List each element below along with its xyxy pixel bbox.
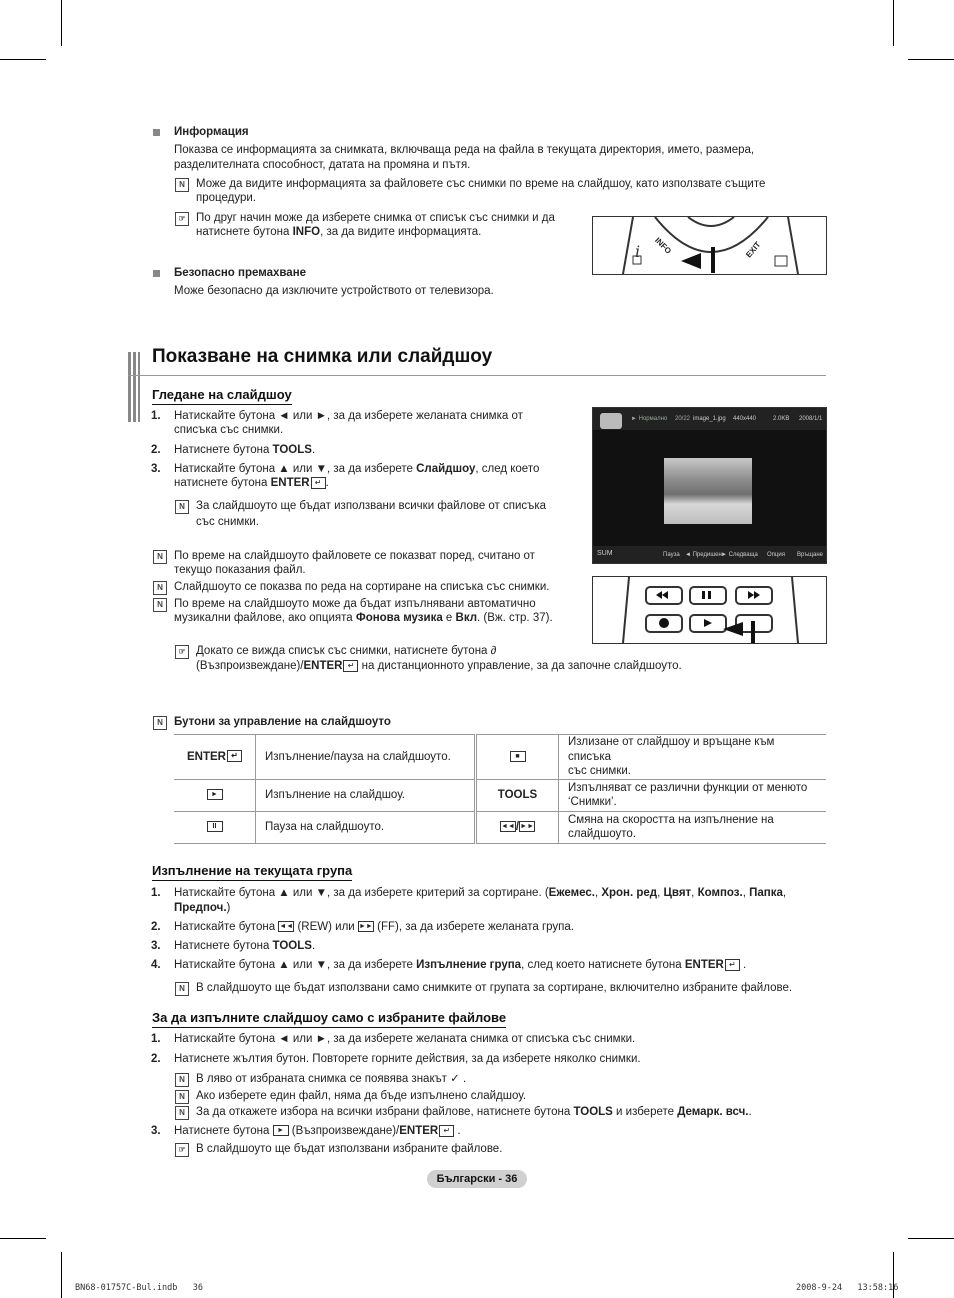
tv-btn-option: Опция xyxy=(767,552,785,558)
step-number: 3. xyxy=(151,463,161,475)
step-number: 2. xyxy=(151,444,161,456)
note-icon: N xyxy=(175,982,189,996)
note-icon: N xyxy=(153,598,167,612)
svg-text:i: i xyxy=(635,242,641,261)
note-icon: N xyxy=(175,1073,189,1087)
step-text: Предпоч.) xyxy=(174,902,231,914)
table-row xyxy=(174,735,826,780)
enter-icon: ↵ xyxy=(343,660,358,672)
safe-desc: Може безопасно да изключите устройството от телевизора. xyxy=(174,285,494,297)
tv-photo xyxy=(664,458,752,524)
section-bar xyxy=(133,352,136,422)
note-text: (Възпроизвеждане)/ENTER ↵ на дистанционното управление, за да започне слайдшоуто. xyxy=(196,660,682,672)
safe-title: Безопасно премахване xyxy=(174,267,307,279)
section-title: Показване на снимка или слайдшоу xyxy=(152,346,493,367)
key-cell: TOOLS xyxy=(476,779,559,811)
desc-cell: Изпълнение/пауза на слайдшоуто. xyxy=(256,735,476,780)
tv-size: 2.0KB xyxy=(773,416,790,422)
step-text: Натискайте бутона ◄ или ►, за да изберете желаната снимка от списъка със снимки. xyxy=(174,1033,636,1045)
key-cell xyxy=(174,779,256,811)
key-cell xyxy=(174,811,256,843)
note-text: За слайдшоуто ще бъдат използвани всички файлове от списъка xyxy=(196,500,547,512)
play-icon: ► xyxy=(207,789,223,800)
table-row xyxy=(174,779,826,811)
note-text: По време на слайдшоуто може да бъдат изпълнявани автоматично xyxy=(174,598,536,610)
crop-mark xyxy=(893,0,894,46)
stop-icon: ■ xyxy=(510,751,526,762)
section-rule xyxy=(128,375,826,376)
desc-cell: Пауза на слайдшоуто. xyxy=(256,811,476,843)
note-icon: N xyxy=(175,178,189,192)
enter-icon: ↵ xyxy=(311,477,326,489)
info-note: процедури. xyxy=(196,192,256,204)
note-text: текущо показания файл. xyxy=(174,564,306,576)
note-text: В слайдшоуто ще бъдат използвани само снимките от групата за сортиране, включително избраните файлове. xyxy=(196,982,793,994)
footer-file: BN68-01757C-Bul.indb 36 xyxy=(75,1283,203,1293)
step-number: 2. xyxy=(151,1053,161,1065)
key-cell: ◄◄/►► xyxy=(476,811,559,843)
step-number: 2. xyxy=(151,921,161,933)
crop-mark xyxy=(908,59,954,60)
hand-note-icon: ☞ xyxy=(175,645,189,659)
info-desc: разделителната способност, датата на промяна и пътя. xyxy=(174,159,471,171)
step-text: списъка със снимки. xyxy=(174,424,284,436)
group-heading: Изпълнение на текущата група xyxy=(152,864,352,881)
bullet-square-icon xyxy=(153,270,160,277)
checkmark-icon: ✓ xyxy=(450,1073,460,1085)
remote-info-graphic xyxy=(593,217,826,274)
key-cell: ENTER ↵ xyxy=(174,735,256,780)
crop-mark xyxy=(908,1238,954,1239)
info-note: По друг начин може да изберете снимка от списък със снимки и да xyxy=(196,212,555,224)
desc-cell: Изпълнение на слайдшоу. xyxy=(256,779,476,811)
step-number: 1. xyxy=(151,1033,161,1045)
step-text: Натискайте бутона ▲ или ▼, за да изберете Изпълнение група, след което натиснете бутона ENTER ↵ . xyxy=(174,959,747,971)
note-text: със снимки. xyxy=(196,516,259,528)
tv-mode: ► Нормално xyxy=(631,416,668,422)
desc-cell: Изпълняват се различни функции от менюто ‘Снимки’. xyxy=(559,779,827,811)
section-bar xyxy=(128,352,131,422)
tv-file: image_1.jpg xyxy=(693,416,726,422)
note-text: В ляво от избраната снимка се появява знакът ✓ . xyxy=(196,1073,467,1085)
step-text: Натиснете бутона ► (Възпроизвеждане)/ENTER ↵ . xyxy=(174,1125,461,1137)
note-text: музикални файлове, ако опцията Фонова музика е Вкл. (Вж. стр. 37). xyxy=(174,612,553,624)
note-text: В слайдшоуто ще бъдат използвани избраните файлове. xyxy=(196,1143,503,1155)
step-text: Натискайте бутона ◄ или ►, за да изберете желаната снимка от xyxy=(174,410,523,422)
note-icon: N xyxy=(175,1090,189,1104)
enter-icon: ↵ xyxy=(227,750,242,762)
remote-info-illustration xyxy=(592,216,827,275)
step-number: 3. xyxy=(151,940,161,952)
note-text: Ако изберете един файл, няма да бъде изпълнено слайдшоу. xyxy=(196,1090,527,1102)
note-text: Слайдшоуто се показва по реда на сортиране на списъка със снимки. xyxy=(174,581,550,593)
note-text: За да откажете избора на всички избрани файлове, натиснете бутона TOOLS и изберете Демарк. всч.. xyxy=(196,1106,752,1118)
info-note: натиснете бутона INFO, за да видите информацията. xyxy=(196,226,482,238)
note-icon: N xyxy=(153,581,167,595)
crop-mark xyxy=(61,1252,62,1298)
fast-forward-icon: ►► xyxy=(358,923,373,931)
remote-exit-label: EXIT xyxy=(744,240,763,260)
step-number: 1. xyxy=(151,410,161,422)
step-text: Натискайте бутона ◄◄ (REW) или ►► (FF), за да изберете желаната група. xyxy=(174,921,575,933)
bullet-square-icon xyxy=(153,129,160,136)
desc-cell: Излизане от слайдшоу и връщане към списъка със снимки. xyxy=(559,735,827,780)
photo-icon xyxy=(600,413,622,429)
hand-note-icon: ☞ xyxy=(175,1143,189,1157)
remote-info-label: INFO xyxy=(653,235,674,256)
step-text: натиснете бутона ENTER ↵ . xyxy=(174,477,329,489)
slideshow-heading: Гледане на слайдшоу xyxy=(152,388,292,405)
note-icon: N xyxy=(153,550,167,564)
controls-title: Бутони за управление на слайдшоуто xyxy=(174,716,391,728)
section-bar xyxy=(138,352,140,422)
tv-btn-pause: Пауза xyxy=(663,552,680,558)
fast-forward-icon: ►► xyxy=(520,823,535,831)
tv-res: 440x440 xyxy=(733,416,757,422)
enter-icon: ↵ xyxy=(439,1125,454,1137)
tv-count: 20/22 xyxy=(675,416,691,422)
enter-icon: ↵ xyxy=(725,959,740,971)
step-text: Натискайте бутона ▲ или ▼, за да изберете критерий за сортиране. (Ежемес., Хрон. ред, Цвят, Композ., Папка, xyxy=(174,887,787,899)
step-number: 3. xyxy=(151,1125,161,1137)
crop-mark xyxy=(61,0,62,46)
pause-icon: II xyxy=(207,821,223,832)
rewind-icon: ◄◄ xyxy=(500,823,515,831)
footer-stamp: 2008-9-24 13:58:16 xyxy=(796,1283,899,1293)
step-number: 4. xyxy=(151,959,161,971)
note-text: По време на слайдшоуто файловете се показват поред, считано от xyxy=(174,550,535,562)
crop-mark xyxy=(0,59,46,60)
tv-date: 2008/1/1 xyxy=(799,416,823,422)
info-title: Информация xyxy=(174,126,249,138)
tv-btn-prev: ◄ Предишен xyxy=(685,552,722,558)
key-cell xyxy=(476,735,559,780)
info-desc: Показва се информацията за снимката, включваща реда на файла в текущата директория, името, размера, xyxy=(174,144,755,156)
note-icon: N xyxy=(153,716,167,730)
tv-btn-back: Връщане xyxy=(797,552,824,558)
desc-cell: Смяна на скоростта на изпълнение на слайдшоуто. xyxy=(559,811,827,843)
note-icon: N xyxy=(175,1106,189,1120)
step-text: Натиснете бутона TOOLS. xyxy=(174,444,316,456)
step-text: Натиснете бутона TOOLS. xyxy=(174,940,316,952)
crop-mark xyxy=(0,1238,46,1239)
play-icon: ► xyxy=(273,1125,289,1136)
table-row xyxy=(174,811,826,843)
tv-btn-next: ► Следваща xyxy=(721,552,758,558)
remote-playback-illustration xyxy=(592,576,827,644)
controls-table xyxy=(174,734,826,844)
selected-heading: За да изпълните слайдшоу само с избраните файлове xyxy=(152,1011,506,1028)
note-icon: N xyxy=(175,500,189,514)
note-text: Докато се вижда списък със снимки, натиснете бутона ∂ xyxy=(196,645,497,657)
info-note: Може да видите информацията за файловете със снимки по време на слайдшоу, като използвате същите xyxy=(196,178,766,190)
tv-device: SUM xyxy=(597,550,613,557)
hand-note-icon: ☞ xyxy=(175,212,189,226)
tv-screen xyxy=(592,407,827,564)
step-number: 1. xyxy=(151,887,161,899)
page-number-badge: Български - 36 xyxy=(427,1170,527,1188)
rewind-icon: ◄◄ xyxy=(279,923,294,931)
remote-playback-graphic xyxy=(593,577,826,643)
step-text: Натискайте бутона ▲ или ▼, за да изберете Слайдшоу, след което xyxy=(174,463,540,475)
step-text: Натиснете жълтия бутон. Повторете горните действия, за да изберете няколко снимки. xyxy=(174,1053,641,1065)
